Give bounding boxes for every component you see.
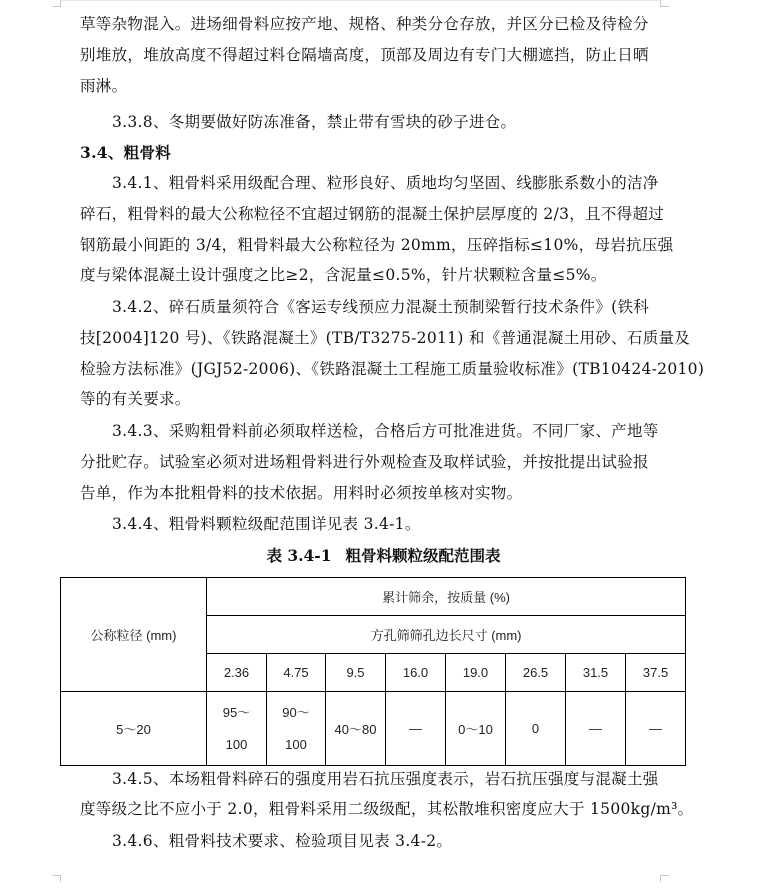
paragraph-line: 等的有关要求。 [80, 390, 191, 408]
table-row [61, 692, 686, 766]
value-line-1: 95～ [222, 704, 251, 720]
paragraph-line: 技[2004]120 号)、《铁路混凝土》(TB/T3275-2011) 和《普通混凝土用砂、石质量及 [80, 329, 691, 347]
value-cell: — [566, 692, 626, 766]
paragraph-line: 分批贮存。试验室必须对进场粗骨料进行外观检查及取样试验，并按批提出试验报 [80, 453, 649, 471]
value-cell: — [626, 692, 686, 766]
page-top-edge [60, 0, 660, 1]
value-cell: 40～80 [326, 692, 386, 766]
paragraph-line: 碎石，粗骨料的最大公称粒径不宜超过钢筋的混凝土保护层厚度的 2/3，且不得超过 [80, 205, 665, 223]
paragraph-line: 3.4.1、粗骨料采用级配合理、粒形良好、质地均匀坚固、线膨胀系数小的洁净 [112, 174, 659, 192]
crop-mark-top-left [52, 0, 61, 7]
sieve-size-cell: 4.75 [267, 654, 326, 692]
value-cell: 0 [506, 692, 566, 766]
paragraph-line: 度等级之比不应小于 2.0，粗骨料采用二级级配，其松散堆积密度应大于 1500kg/m³。 [80, 800, 694, 818]
table-caption-number: 表 3.4-1 [266, 546, 332, 565]
value-cell: — [386, 692, 446, 766]
sieve-size-cell: 19.0 [446, 654, 506, 692]
sieve-size-cell: 26.5 [506, 654, 566, 692]
value-cell: 0～10 [446, 692, 506, 766]
sub-header: 方孔筛筛孔边长尺寸 (mm) [370, 628, 522, 643]
sieve-size-cell: 16.0 [386, 654, 446, 692]
value-line-2: 100 [225, 736, 248, 752]
crop-mark-top-right [660, 0, 669, 7]
value-line-1: 90～ [282, 704, 310, 720]
paragraph-line: 雨淋。 [80, 77, 128, 95]
table-caption [0, 546, 767, 566]
sieve-size-cell: 31.5 [566, 654, 626, 692]
paragraph-line: 告单，作为本批粗骨料的技术依据。用料时必须按单核对实物。 [80, 484, 523, 502]
group-header: 累计筛余，按质量 (%) [382, 590, 510, 605]
paragraph-line: 钢筋最小间距的 3/4，粗骨料最大公称粒径为 20mm，压碎指标≤10%，母岩抗压强 [80, 236, 674, 254]
crop-mark-bottom-left [52, 875, 61, 882]
value-cell [267, 692, 326, 766]
crop-mark-bottom-right [660, 875, 669, 882]
row-header-cell [61, 578, 207, 692]
paragraph-line: 度与梁体混凝土设计强度之比≥2，含泥量≤0.5%，针片状颗粒含量≤5%。 [80, 266, 607, 284]
paragraph-line: 草等杂物混入。进场细骨料应按产地、规格、种类分仓存放，并区分已检及待检分 [80, 15, 649, 33]
size-cell: 5～20 [61, 692, 207, 766]
paragraph-line: 别堆放，堆放高度不得超过料仓隔墙高度，顶部及周边有专门大棚遮挡，防止日晒 [80, 46, 649, 64]
group-header-cell [207, 578, 686, 616]
paragraph-line: 3.4.2、碎石质量须符合《客运专线预应力混凝土预制梁暂行技术条件》(铁科 [112, 298, 650, 316]
value-line-2: 100 [285, 736, 307, 752]
paragraph-line: 3.3.8、冬期要做好防冻准备，禁止带有雪块的砂子进仓。 [112, 113, 517, 131]
sub-header-cell [207, 616, 686, 654]
paragraph-line: 检验方法标准》(JGJ52-2006)、《铁路混凝土工程施工质量验收标准》(TB10424-2010) [80, 360, 705, 378]
paragraph-line: 3.4.3、采购粗骨料前必须取样送检，合格后方可批准进货。不同厂家、产地等 [112, 422, 659, 440]
table-caption-title: 粗骨料颗粒级配范围表 [345, 546, 501, 565]
sieve-size-cell: 2.36 [207, 654, 267, 692]
sieve-size-cell: 9.5 [326, 654, 386, 692]
paragraph-line: 3.4.4、粗骨料颗粒级配范围详见表 3.4-1。 [112, 515, 421, 533]
grading-table [60, 577, 686, 766]
paragraph-line: 3.4.6、粗骨料技术要求、检验项目见表 3.4-2。 [112, 832, 453, 850]
paragraph-line: 3.4.5、本场粗骨料碎石的强度用岩石抗压强度表示，岩石抗压强度与混凝土强 [112, 770, 659, 788]
row-header: 公称粒径 (mm) [90, 628, 177, 643]
value-cell [207, 692, 267, 766]
sieve-size-cell: 37.5 [626, 654, 686, 692]
section-heading: 3.4、粗骨料 [80, 143, 172, 162]
